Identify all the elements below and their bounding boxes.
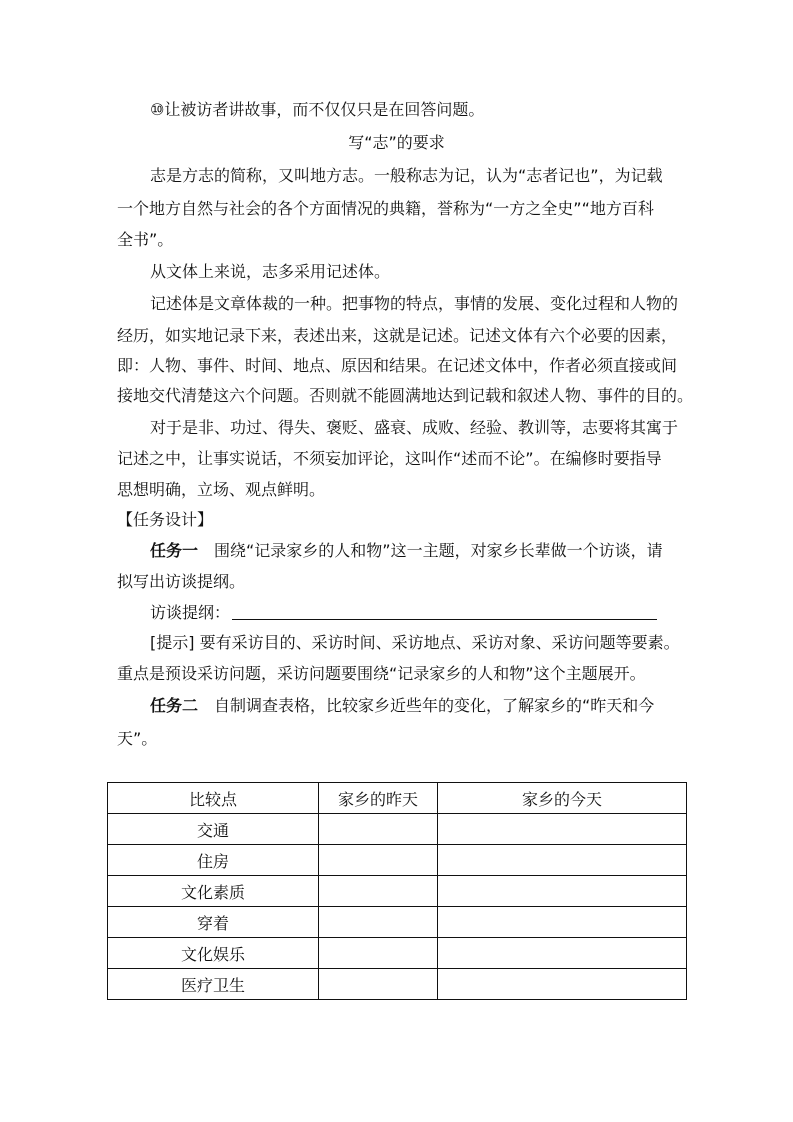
paragraph-4-line-1: 对于是非、功过、得失、褒贬、盛衰、成败、经验、教训等，志要将其寓于	[150, 418, 679, 437]
tip-10: ⑩让被访者讲故事，而不仅仅只是在回答问题。	[150, 100, 485, 119]
table-row	[108, 969, 687, 1000]
table-row	[108, 876, 687, 907]
hint-line-2: 重点是预设采访问题，采访问题要围绕“记录家乡的人和物”这个主题展开。	[117, 664, 646, 683]
today-cell[interactable]	[438, 907, 687, 938]
paragraph-4-line-3: 思想明确，立场、观点鲜明。	[117, 480, 326, 499]
interview-outline	[150, 603, 677, 623]
outline-label: 访谈提纲：	[150, 603, 231, 622]
today-cell[interactable]	[438, 814, 687, 845]
row-label: 交通	[108, 814, 319, 845]
header-yesterday: 家乡的昨天	[319, 783, 438, 814]
paragraph-4-line-2: 记述之中，让事实说话，不须妄加评论，这叫作“述而不论”。在编修时要指导	[117, 449, 662, 468]
paragraph-1-line-1: 志是方志的简称，又叫地方志。一般称志为记，认为“志者记也”，为记载	[150, 166, 663, 185]
task-2-text: 自制调查表格，比较家乡近些年的变化，了解家乡的“昨天和今	[198, 696, 655, 715]
yesterday-cell[interactable]	[319, 876, 438, 907]
task-2-line-1	[150, 696, 677, 716]
table-row	[108, 907, 687, 938]
task-design-heading: 【任务设计】	[117, 510, 214, 529]
paragraph-3-line-1: 记述体是文章体裁的一种。把事物的特点，事情的发展、变化过程和人物的	[150, 294, 679, 313]
row-label: 文化素质	[108, 876, 319, 907]
table-header-row	[108, 783, 687, 814]
task-2-line-2: 天”。	[117, 729, 158, 748]
paragraph-1-line-2: 一个地方自然与社会的各个方面情况的典籍，誉称为“一方之全史”“地方百科	[117, 199, 654, 218]
header-today: 家乡的今天	[438, 783, 687, 814]
today-cell[interactable]	[438, 969, 687, 1000]
yesterday-cell[interactable]	[319, 969, 438, 1000]
task-1-label: 任务一	[150, 541, 199, 560]
hint-line-1: [提示] 要有采访目的、采访时间、采访地点、采访对象、采访问题等要素。	[150, 633, 680, 652]
row-label: 住房	[108, 845, 319, 876]
task-1-line-2: 拟写出访谈提纲。	[117, 572, 246, 591]
yesterday-cell[interactable]	[319, 845, 438, 876]
paragraph-2: 从文体上来说，志多采用记述体。	[150, 262, 391, 281]
section-title-zhi: 写“志”的要求	[348, 133, 445, 152]
task-2-label: 任务二	[150, 696, 199, 715]
row-label: 穿着	[108, 907, 319, 938]
task-1-line-1	[150, 541, 677, 561]
row-label: 文化娱乐	[108, 938, 319, 969]
table-row	[108, 845, 687, 876]
comparison-table	[107, 782, 687, 1000]
outline-blank-line[interactable]	[232, 603, 657, 620]
task-1-text: 围绕“记录家乡的人和物”这一主题，对家乡长辈做一个访谈，请	[198, 541, 663, 560]
yesterday-cell[interactable]	[319, 938, 438, 969]
paragraph-3-line-3: 即：人物、事件、时间、地点、原因和结果。在记述文体中，作者必须直接或间	[117, 356, 678, 375]
yesterday-cell[interactable]	[319, 814, 438, 845]
today-cell[interactable]	[438, 845, 687, 876]
table-row	[108, 814, 687, 845]
paragraph-3-line-4: 接地交代清楚这六个问题。否则就不能圆满地达到记载和叙述人物、事件的目的。	[117, 386, 694, 405]
today-cell[interactable]	[438, 876, 687, 907]
row-label: 医疗卫生	[108, 969, 319, 1000]
header-comparison-point: 比较点	[108, 783, 319, 814]
yesterday-cell[interactable]	[319, 907, 438, 938]
today-cell[interactable]	[438, 938, 687, 969]
table-row	[108, 938, 687, 969]
paragraph-3-line-2: 经历，如实地记录下来，表述出来，这就是记述。记述文体有六个必要的因素，	[117, 326, 678, 345]
paragraph-1-line-3: 全书”。	[117, 230, 174, 249]
